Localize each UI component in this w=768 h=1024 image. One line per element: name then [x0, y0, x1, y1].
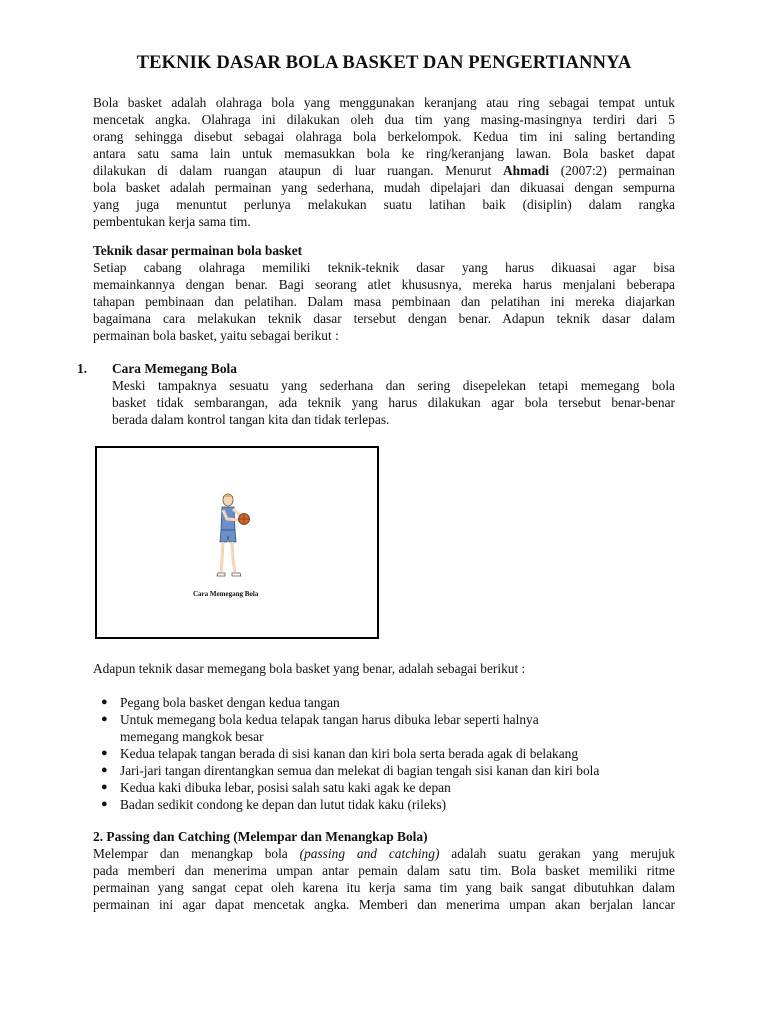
intro-line: yang juga menuntut perlunya melakukan suatu latihan baik (disiplin) dalam rangka [93, 197, 675, 212]
intro-line: orang sehingga disebut sebagai olahraga bola berkelompok. Kedua tim ini saling bertanding [93, 129, 675, 144]
page-title: TEKNIK DASAR BOLA BASKET DAN PENGERTIANNYA [136, 52, 632, 73]
section-line: bagaimana cara melakukan teknik dasar tersebut dengan benar. Adapun teknik dasar dalam [93, 311, 675, 326]
item1-number: 1. [77, 361, 88, 376]
list-item [93, 762, 675, 779]
bullet-icon: ● [101, 713, 108, 725]
figure-caption: Cara Memegang Bola [193, 590, 259, 598]
item2-line: permainan yang sangat cepat oleh karena itu kerja sama tim yang baik sangat dibutuhkan dalam [93, 880, 675, 895]
intro-author: Ahmadi [502, 163, 550, 178]
intro-author-tail: (2007:2) permainan [549, 163, 675, 178]
list-item-text: Kedua kaki dibuka lebar, posisi salah satu kaki agak ke depan [120, 780, 451, 795]
list-item-text: Badan sedikit condong ke depan dan lutut tidak kaku (rileks) [120, 797, 447, 812]
section-line: memainkannya dengan benar. Bagi seorang atlet khususnya, mereka harus menjalani beberapa [93, 277, 675, 292]
intro-line: pembentukan kerja sama tim. [93, 214, 251, 229]
item2-line: pada memberi dan menerima umpan antar pemain dalam satu tim. Bola basket memiliki ritme [93, 863, 675, 878]
figure-box [95, 446, 379, 639]
item2-paragraph [93, 845, 675, 913]
list-item [93, 711, 675, 745]
bullet-icon: ● [101, 764, 108, 776]
item2-line-part: Melempar dan menangkap bola [93, 846, 300, 861]
list-item-text: Untuk memegang bola kedua telapak tangan harus dibuka lebar seperti halnya [120, 712, 539, 727]
item2-line-with-italic [93, 845, 675, 862]
item2-heading: 2. Passing dan Catching (Melempar dan Menangkap Bola) [93, 829, 428, 844]
list-item-text: Jari-jari tangan direntangkan semua dan melekat di bagian tengah sisi kanan dan kiri bola [120, 763, 600, 778]
list-item [93, 694, 675, 711]
section-line: tahapan pembinaan dan pelatihan. Dalam masa pembinaan dan pelatihan ini mereka diajarkan [93, 294, 675, 309]
intro-line: bola basket adalah permainan yang sederhana, mudah dipelajari dan dikuasai dengan sempurna [93, 180, 675, 195]
intro-line: mencetak angka. Olahraga ini dilakukan oleh dua tim yang masing-masingnya terdiri dari 5 [93, 112, 675, 127]
section-line: permainan bola basket, yaitu sebagai berikut : [93, 328, 339, 343]
item2-line: permainan ini agar dapat mencetak angka. Memberi dan menerima umpan akan berjalan lancar [93, 897, 675, 912]
technique-bullet-list [93, 694, 675, 813]
list-item [93, 796, 675, 813]
intro-line-with-author [93, 162, 675, 179]
list-item [93, 745, 675, 762]
list-item [93, 779, 675, 796]
bullet-icon: ● [101, 696, 108, 708]
section-heading: Teknik dasar permainan bola basket [93, 243, 303, 258]
item1-heading: Cara Memegang Bola [112, 361, 237, 376]
item1-line: basket tidak sembarangan, ada teknik yang harus dilakukan agar bola tersebut benar-benar [112, 395, 675, 410]
basketball-player-illustration [203, 486, 263, 586]
technique-intro: Adapun teknik dasar memegang bola basket yang benar, adalah sebagai berikut : [93, 661, 526, 676]
section-line: Setiap cabang olahraga memiliki teknik-teknik dasar yang harus dikuasai agar bisa [93, 260, 675, 275]
bullet-icon: ● [101, 781, 108, 793]
section-paragraph [93, 259, 675, 344]
item2-italic-term: (passing and catching) [299, 846, 440, 861]
item1-paragraph [112, 377, 675, 428]
item2-line-part: adalah suatu gerakan yang merujuk [439, 846, 675, 861]
intro-paragraph [93, 94, 675, 230]
intro-line: antara satu sama lain untuk memasukkan bola ke ring/keranjang lawan. Bola basket dapat [93, 146, 675, 161]
bullet-icon: ● [101, 798, 108, 810]
item1-line: Meski tampaknya sesuatu yang sederhana dan sering disepelekan tetapi memegang bola [112, 378, 675, 393]
list-item-text: Kedua telapak tangan berada di sisi kanan dan kiri bola serta berada agak di belakang [120, 746, 579, 761]
list-item-text: Pegang bola basket dengan kedua tangan [120, 695, 340, 710]
list-item-text: memegang mangkok besar [120, 729, 264, 744]
intro-line-text: dilakukan di dalam ruangan ataupun di luar ruangan. Menurut [93, 163, 503, 178]
item1-line: berada dalam kontrol tangan kita dan tidak terlepas. [112, 412, 390, 427]
intro-line: Bola basket adalah olahraga bola yang menggunakan keranjang atau ring sebagai tempat untuk [93, 95, 675, 110]
bullet-icon: ● [101, 747, 108, 759]
